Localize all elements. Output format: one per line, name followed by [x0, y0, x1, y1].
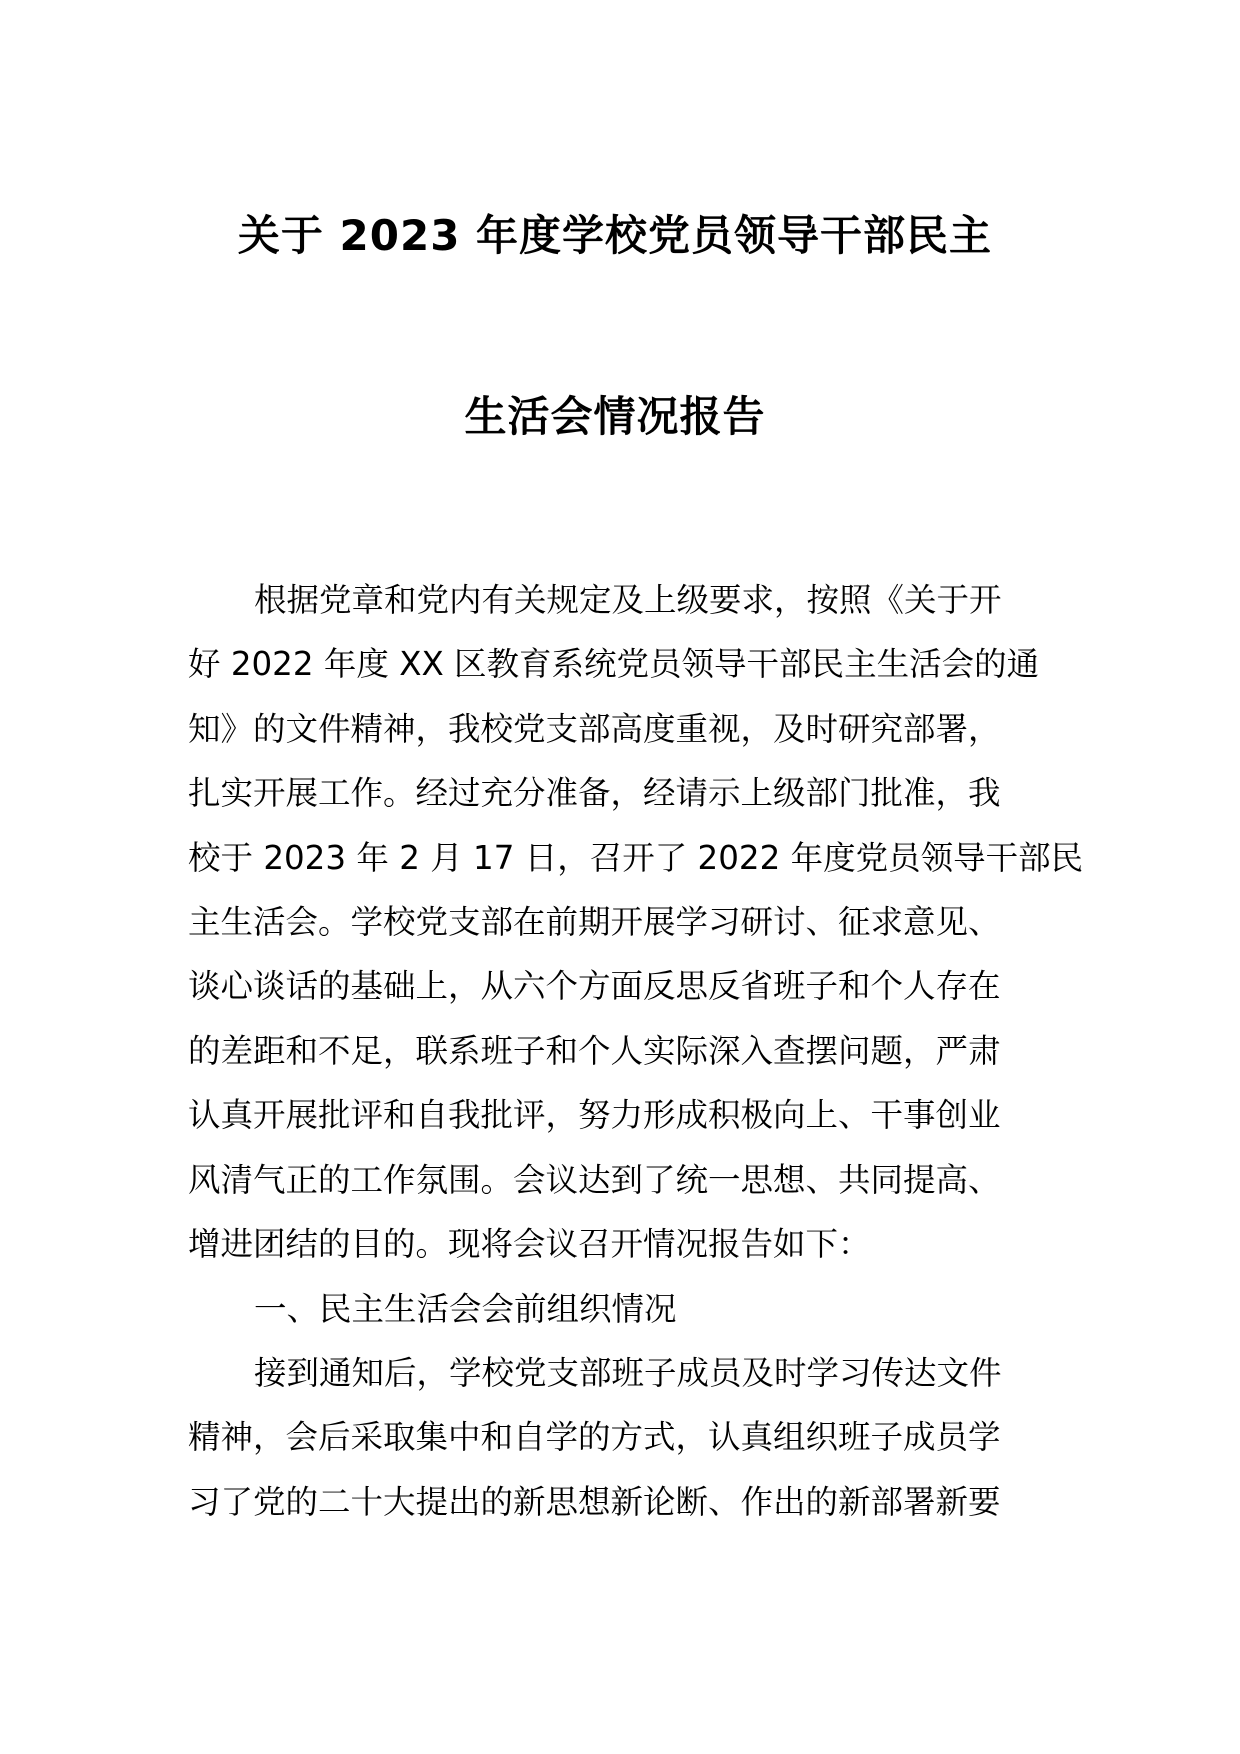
paragraph-line: 接到通知后，学校党支部班子成员及时学习传达文件	[254, 1354, 1002, 1392]
paragraph-line: 根据党章和党内有关规定及上级要求，按照《关于开	[254, 581, 1002, 619]
document-title-line-2: 生活会情况报告	[464, 392, 766, 441]
document-title-line-1: 关于 2023 年度学校党员领导干部民主	[237, 211, 993, 260]
paragraph-section-1	[188, 1341, 1056, 1534]
paragraph-line: 增进团结的目的。现将会议召开情况报告如下：	[188, 1224, 871, 1263]
paragraph-line: 好 2022 年度 XX 区教育系统党员领导干部民主生活会的通	[188, 645, 1040, 684]
paragraph-line: 风清气正的工作氛围。会议达到了统一思想、共同提高、	[188, 1160, 1001, 1199]
paragraph-line: 认真开展批评和自我批评，努力形成积极向上、干事创业	[188, 1096, 1001, 1135]
paragraph-line: 的差距和不足，联系班子和个人实际深入查摆问题，严肃	[188, 1031, 1001, 1070]
paragraph-line: 精神，会后采取集中和自学的方式，认真组织班子成员学	[188, 1418, 1001, 1457]
paragraph-line: 习了党的二十大提出的新思想新论断、作出的新部署新要	[188, 1482, 1001, 1521]
paragraph-intro	[188, 568, 1084, 1276]
paragraph-line: 校于 2023 年 2 月 17 日，召开了 2022 年度党员领导干部民	[188, 838, 1084, 877]
paragraph-line: 谈心谈话的基础上，从六个方面反思反省班子和个人存在	[188, 967, 1001, 1006]
section-heading	[188, 1277, 1056, 1341]
paragraph-line: 主生活会。学校党支部在前期开展学习研讨、征求意见、	[188, 902, 1001, 941]
section-heading-text: 一、民主生活会会前组织情况	[254, 1290, 677, 1328]
paragraph-line: 扎实开展工作。经过充分准备，经请示上级部门批准，我	[188, 774, 1001, 813]
paragraph-line: 知》的文件精神，我校党支部高度重视，及时研究部署，	[188, 709, 1001, 748]
